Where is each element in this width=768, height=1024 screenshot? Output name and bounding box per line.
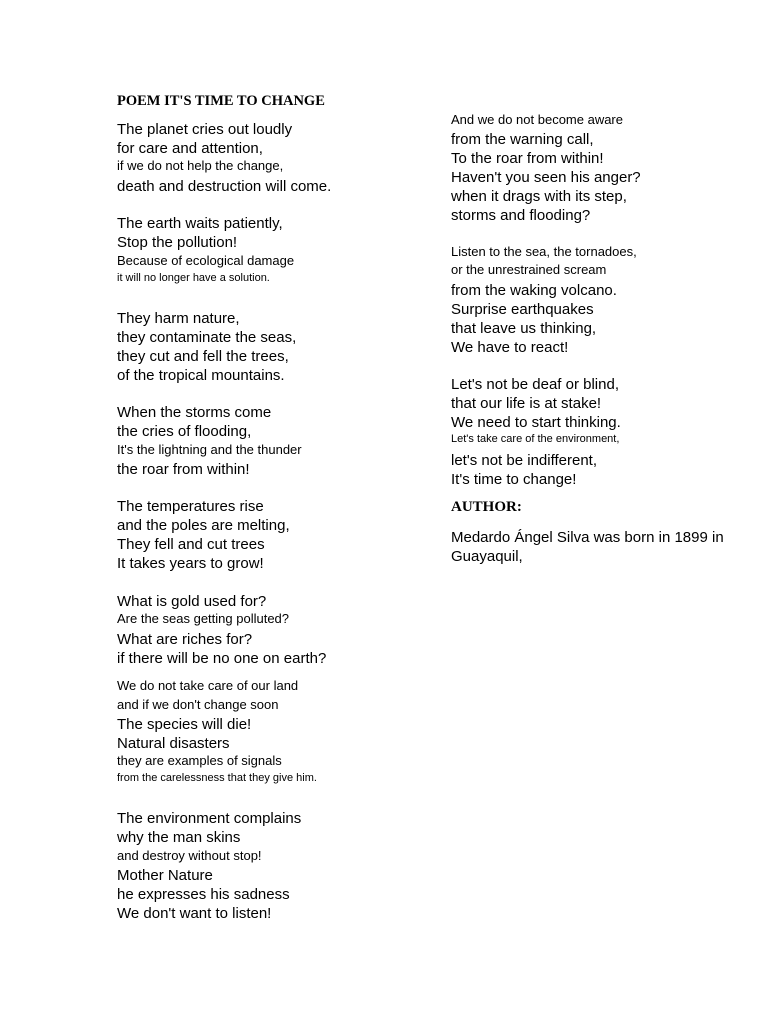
poem-line: that our life is at stake! bbox=[451, 395, 602, 412]
author-text: Medardo Ángel Silva was born in 1899 in Guayaquil, bbox=[451, 529, 724, 565]
poem-line: they are examples of signals bbox=[117, 753, 282, 768]
poem-line: Haven't you seen his anger? bbox=[451, 169, 641, 186]
poem-line: the roar from within! bbox=[117, 461, 250, 478]
poem-line: from the warning call, bbox=[451, 131, 594, 148]
poem-line: Let's not be deaf or blind, bbox=[451, 376, 619, 393]
poem-line: it will no longer have a solution. bbox=[117, 272, 270, 284]
poem-line: they cut and fell the trees, bbox=[117, 348, 289, 365]
poem-line: They fell and cut trees bbox=[117, 536, 265, 553]
poem-line: When the storms come bbox=[117, 404, 272, 421]
poem-line: let's not be indifferent, bbox=[451, 452, 598, 469]
poem-line: The environment complains bbox=[117, 810, 302, 827]
poem-line: Natural disasters bbox=[117, 735, 230, 752]
poem-line: We do not take care of our land bbox=[117, 678, 299, 693]
poem-line: The planet cries out loudly bbox=[117, 121, 293, 138]
poem-line: The earth waits patiently, bbox=[117, 215, 283, 232]
poem-line: Surprise earthquakes bbox=[451, 301, 594, 318]
poem-line: why the man skins bbox=[117, 829, 241, 846]
author-heading: AUTHOR: bbox=[451, 499, 522, 515]
poem-line: from the carelessness that they give him. bbox=[117, 772, 317, 784]
poem-line: from the waking volcano. bbox=[451, 282, 617, 299]
poem-line: of the tropical mountains. bbox=[117, 367, 285, 384]
poem-line: and if we don't change soon bbox=[117, 697, 279, 712]
poem-line: We don't want to listen! bbox=[117, 905, 272, 922]
poem-line: It's the lightning and the thunder bbox=[117, 442, 302, 457]
poem-line: they contaminate the seas, bbox=[117, 329, 297, 346]
poem-line: Let's take care of the environment, bbox=[451, 433, 620, 445]
poem-line: and destroy without stop! bbox=[117, 848, 262, 863]
poem-line: storms and flooding? bbox=[451, 207, 591, 224]
poem-line: What are riches for? bbox=[117, 631, 253, 648]
poem-line: Stop the pollution! bbox=[117, 234, 238, 251]
poem-line: he expresses his sadness bbox=[117, 886, 290, 903]
poem-line: death and destruction will come. bbox=[117, 178, 332, 195]
poem-line: Listen to the sea, the tornadoes, bbox=[451, 244, 637, 259]
poem-line: Because of ecological damage bbox=[117, 253, 295, 268]
poem-line: It's time to change! bbox=[451, 471, 577, 488]
poem-line: that leave us thinking, bbox=[451, 320, 597, 337]
poem-line: or the unrestrained scream bbox=[451, 262, 607, 277]
poem-line: the cries of flooding, bbox=[117, 423, 252, 440]
poem-title: POEM IT'S TIME TO CHANGE bbox=[117, 93, 325, 109]
poem-line: We have to react! bbox=[451, 339, 569, 356]
poem-line: The temperatures rise bbox=[117, 498, 264, 515]
poem-line: if we do not help the change, bbox=[117, 158, 284, 173]
poem-line: To the roar from within! bbox=[451, 150, 604, 167]
poem-line: if there will be no one on earth? bbox=[117, 650, 327, 667]
poem-line: Mother Nature bbox=[117, 867, 213, 884]
poem-line: The species will die! bbox=[117, 716, 252, 733]
poem-line: They harm nature, bbox=[117, 310, 240, 327]
poem-line: It takes years to grow! bbox=[117, 555, 264, 572]
poem-line: Are the seas getting polluted? bbox=[117, 611, 290, 626]
poem-line: What is gold used for? bbox=[117, 593, 267, 610]
poem-line: We need to start thinking. bbox=[451, 414, 621, 431]
poem-line: and the poles are melting, bbox=[117, 517, 290, 534]
poem-line: for care and attention, bbox=[117, 140, 263, 157]
poem-line: when it drags with its step, bbox=[451, 188, 627, 205]
poem-line: And we do not become aware bbox=[451, 112, 623, 127]
